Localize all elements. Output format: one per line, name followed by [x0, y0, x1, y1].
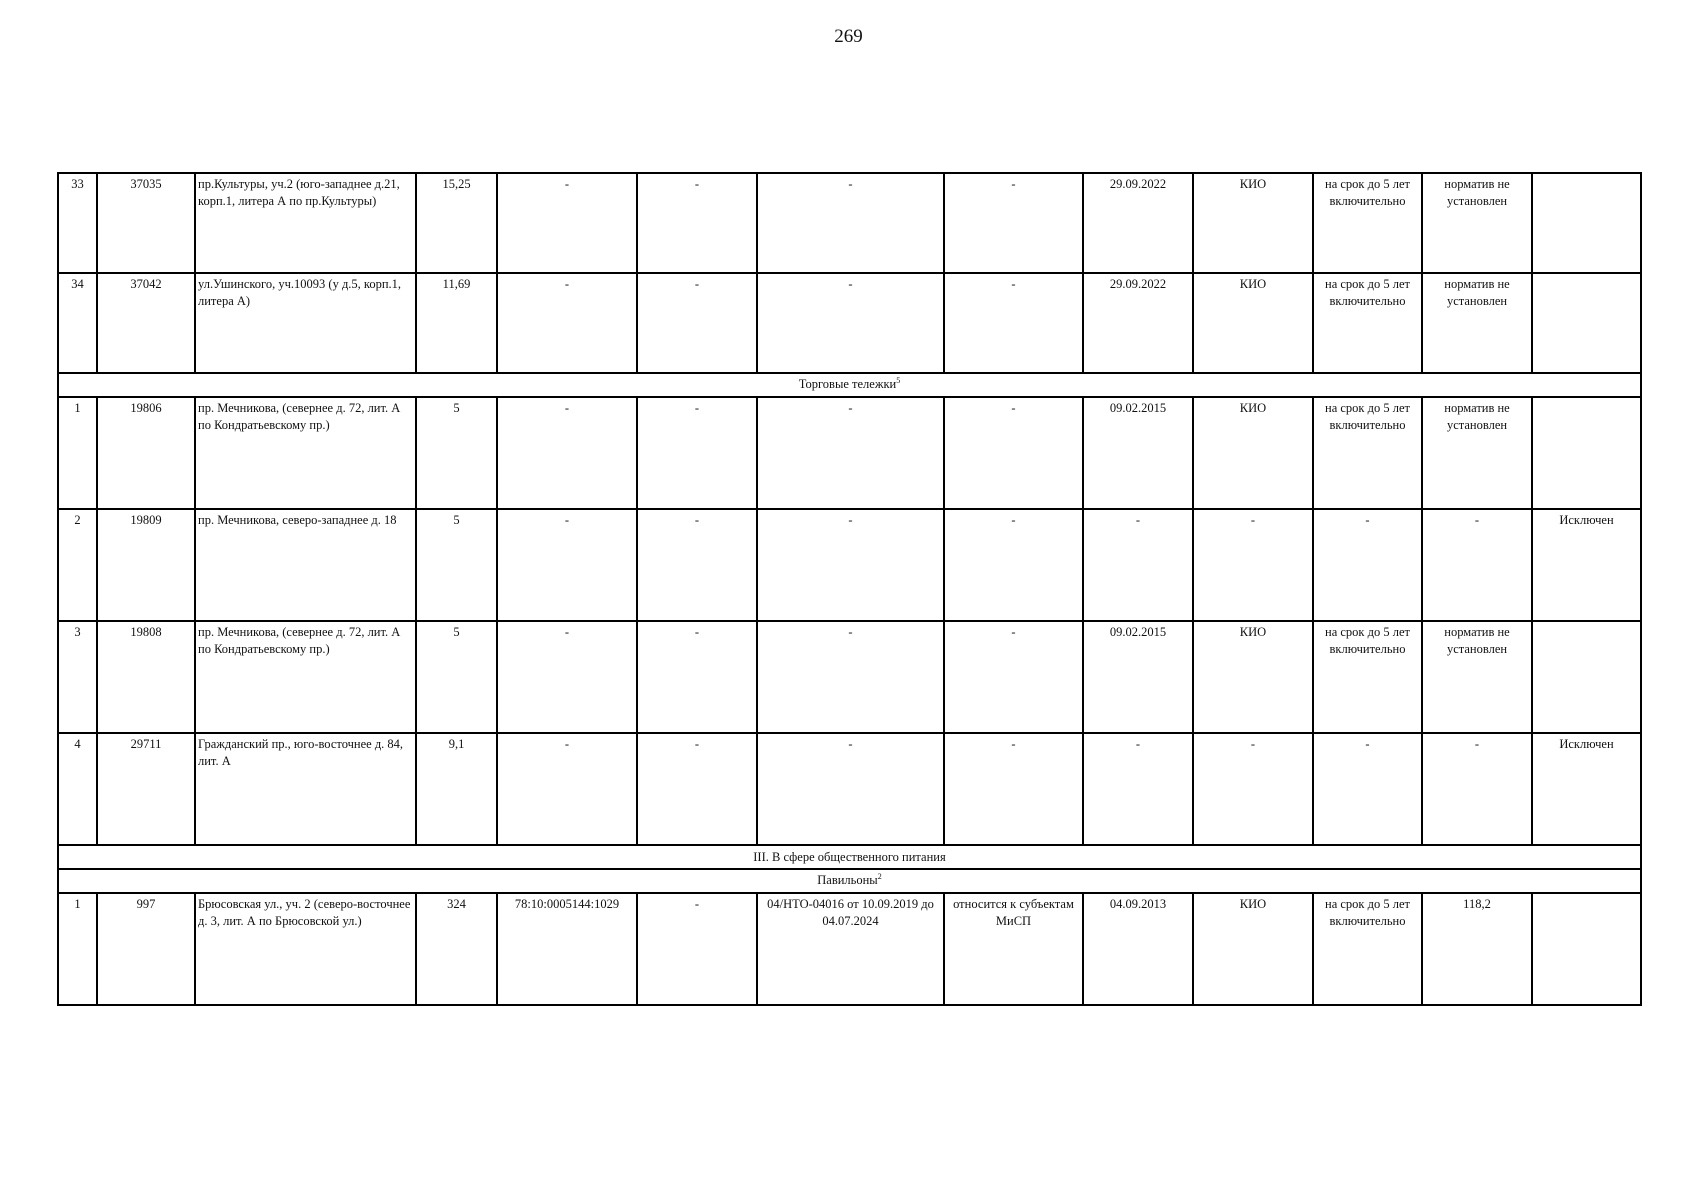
cell-address: Брюсовская ул., уч. 2 (северо-восточнее д. 3, лит. А по Брюсовской ул.) [195, 893, 416, 1005]
table-row [58, 509, 1641, 621]
cell-note [1532, 173, 1641, 273]
cell-smb-status: относится к субъектам МиСП [944, 893, 1083, 1005]
cell-placement-term: на срок до 5 лет включительно [1313, 273, 1422, 373]
cell-blank-col: - [637, 621, 757, 733]
cell-inclusion-date: 04.09.2013 [1083, 893, 1193, 1005]
section-row [58, 845, 1641, 869]
cell-row-number: 33 [58, 173, 97, 273]
cell-note [1532, 893, 1641, 1005]
cell-placement-term: - [1313, 509, 1422, 621]
cell-standard: 118,2 [1422, 893, 1532, 1005]
cell-placement-term: на срок до 5 лет включительно [1313, 621, 1422, 733]
cell-area: 11,69 [416, 273, 497, 373]
cell-standard: норматив не установлен [1422, 173, 1532, 273]
table-block-pavilions [58, 893, 1641, 1005]
cell-smb-status: - [944, 397, 1083, 509]
section-food [58, 845, 1641, 893]
cell-smb-status: - [944, 733, 1083, 845]
cell-blank-col: - [637, 893, 757, 1005]
footnote-mark: 5 [896, 376, 901, 386]
cell-row-number: 2 [58, 509, 97, 621]
section-row [58, 373, 1641, 397]
cell-scheme-id: 19806 [97, 397, 195, 509]
cell-standard: - [1422, 733, 1532, 845]
cell-note [1532, 621, 1641, 733]
cell-blank-col: - [637, 509, 757, 621]
table-row [58, 273, 1641, 373]
cell-smb-status: - [944, 509, 1083, 621]
cell-placement-term: на срок до 5 лет включительно [1313, 397, 1422, 509]
cell-contract: 04/НТО-04016 от 10.09.2019 до 04.07.2024 [757, 893, 944, 1005]
cell-cadastral-number: - [497, 509, 637, 621]
cell-cadastral-number: - [497, 173, 637, 273]
cell-address: Гражданский пр., юго-восточнее д. 84, лит. А [195, 733, 416, 845]
cell-inclusion-date: - [1083, 733, 1193, 845]
cell-note: Исключен [1532, 509, 1641, 621]
cell-authority: КИО [1193, 173, 1313, 273]
cell-row-number: 34 [58, 273, 97, 373]
cell-placement-term: на срок до 5 лет включительно [1313, 893, 1422, 1005]
cell-scheme-id: 19808 [97, 621, 195, 733]
section-carts [58, 373, 1641, 397]
cell-authority: - [1193, 733, 1313, 845]
cell-cadastral-number: - [497, 733, 637, 845]
table-row [58, 397, 1641, 509]
cell-area: 15,25 [416, 173, 497, 273]
cell-scheme-id: 997 [97, 893, 195, 1005]
cell-address: пр. Мечникова, (севернее д. 72, лит. А по Кондратьевскому пр.) [195, 397, 416, 509]
cell-inclusion-date: 29.09.2022 [1083, 273, 1193, 373]
cell-authority: КИО [1193, 893, 1313, 1005]
cell-authority: КИО [1193, 621, 1313, 733]
cell-scheme-id: 29711 [97, 733, 195, 845]
cell-blank-col: - [637, 733, 757, 845]
page-number: 269 [834, 26, 863, 47]
cell-scheme-id: 19809 [97, 509, 195, 621]
section-title: III. В сфере общественного питания [753, 849, 946, 864]
cell-standard: - [1422, 509, 1532, 621]
cell-standard: норматив не установлен [1422, 273, 1532, 373]
cell-placement-term: на срок до 5 лет включительно [1313, 173, 1422, 273]
table-row [58, 733, 1641, 845]
cell-row-number: 1 [58, 397, 97, 509]
cell-blank-col: - [637, 273, 757, 373]
cell-blank-col: - [637, 173, 757, 273]
cell-area: 5 [416, 509, 497, 621]
table-row [58, 173, 1641, 273]
cell-contract: - [757, 273, 944, 373]
footnote-mark: 2 [877, 872, 882, 882]
cell-area: 9,1 [416, 733, 497, 845]
nto-schedule-table [57, 172, 1642, 1006]
cell-contract: - [757, 621, 944, 733]
cell-area: 5 [416, 621, 497, 733]
cell-row-number: 1 [58, 893, 97, 1005]
cell-area: 5 [416, 397, 497, 509]
cell-inclusion-date: 09.02.2015 [1083, 621, 1193, 733]
cell-scheme-id: 37035 [97, 173, 195, 273]
cell-inclusion-date: 29.09.2022 [1083, 173, 1193, 273]
cell-address: ул.Ушинского, уч.10093 (у д.5, корп.1, литера А) [195, 273, 416, 373]
cell-cadastral-number: - [497, 273, 637, 373]
table-block-stalls [58, 173, 1641, 373]
cell-cadastral-number: 78:10:0005144:1029 [497, 893, 637, 1005]
cell-address: пр.Культуры, уч.2 (юго-западнее д.21, корп.1, литера А по пр.Культуры) [195, 173, 416, 273]
cell-blank-col: - [637, 397, 757, 509]
cell-contract: - [757, 733, 944, 845]
cell-contract: - [757, 397, 944, 509]
cell-cadastral-number: - [497, 621, 637, 733]
cell-address: пр. Мечникова, (севернее д. 72, лит. А по Кондратьевскому пр.) [195, 621, 416, 733]
subsection-title: Павильоны [817, 873, 878, 888]
cell-contract: - [757, 173, 944, 273]
section-row [58, 869, 1641, 893]
cell-note [1532, 397, 1641, 509]
cell-contract: - [757, 509, 944, 621]
cell-standard: норматив не установлен [1422, 621, 1532, 733]
cell-scheme-id: 37042 [97, 273, 195, 373]
cell-inclusion-date: - [1083, 509, 1193, 621]
table-row [58, 893, 1641, 1005]
cell-authority: КИО [1193, 397, 1313, 509]
cell-authority: КИО [1193, 273, 1313, 373]
cell-smb-status: - [944, 273, 1083, 373]
cell-standard: норматив не установлен [1422, 397, 1532, 509]
cell-area: 324 [416, 893, 497, 1005]
cell-row-number: 3 [58, 621, 97, 733]
cell-note: Исключен [1532, 733, 1641, 845]
cell-placement-term: - [1313, 733, 1422, 845]
cell-cadastral-number: - [497, 397, 637, 509]
cell-note [1532, 273, 1641, 373]
cell-authority: - [1193, 509, 1313, 621]
table-block-carts [58, 397, 1641, 845]
cell-smb-status: - [944, 621, 1083, 733]
cell-smb-status: - [944, 173, 1083, 273]
table-row [58, 621, 1641, 733]
cell-row-number: 4 [58, 733, 97, 845]
cell-address: пр. Мечникова, северо-западнее д. 18 [195, 509, 416, 621]
section-title: Торговые тележки [798, 377, 897, 392]
cell-inclusion-date: 09.02.2015 [1083, 397, 1193, 509]
